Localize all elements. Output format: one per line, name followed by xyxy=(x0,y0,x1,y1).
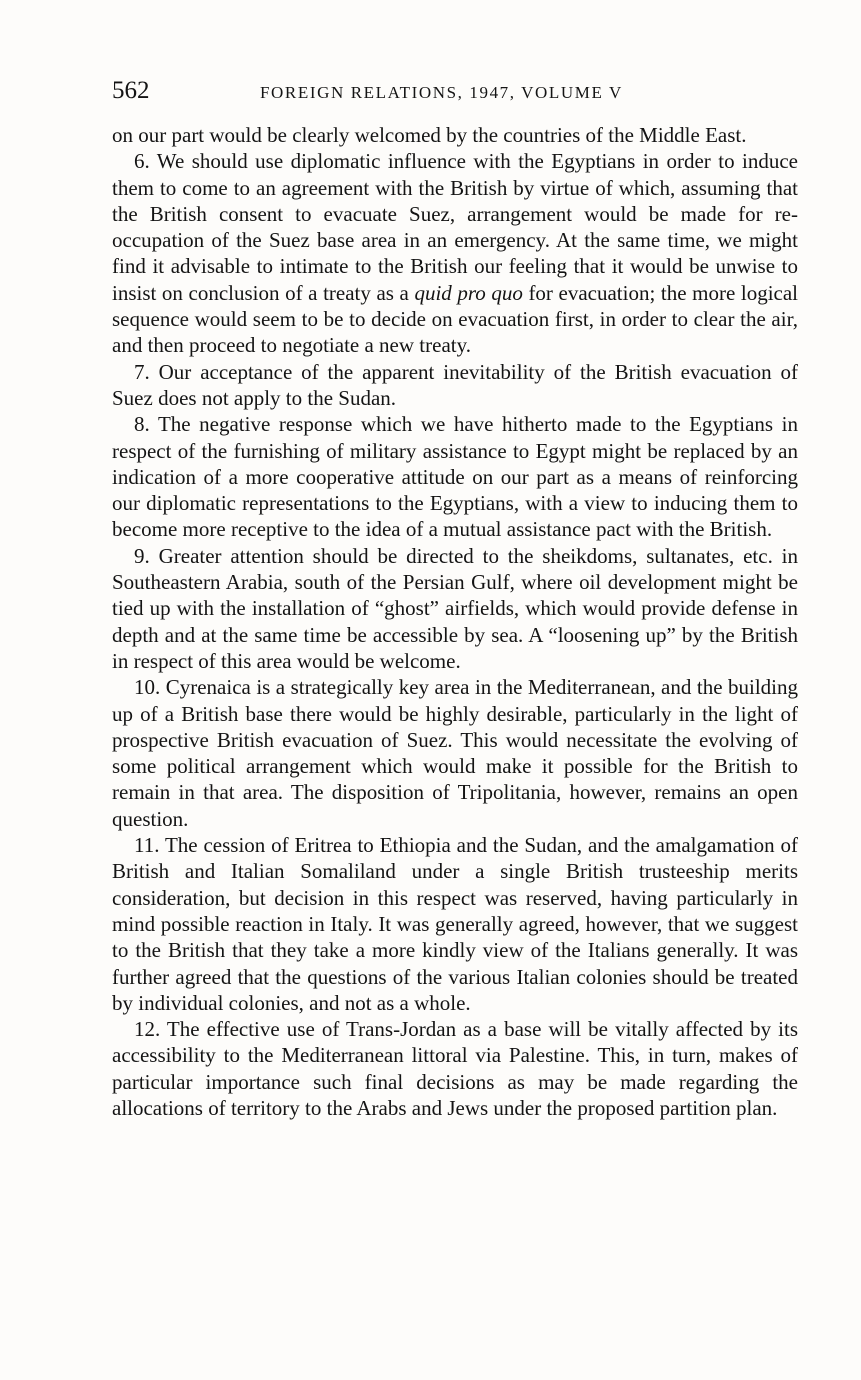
paragraph-6-text-b: for evacuation; the more logical sequence would seem to be to decide on evacuation first, in order to clear the air, and then proceed to negotiate a new treaty. xyxy=(112,280,799,358)
page-number: 562 xyxy=(112,77,150,104)
body-text xyxy=(112,122,798,1121)
page-header xyxy=(112,74,802,108)
paragraph-continuation: on our part would be clearly welcomed by the countries of the Middle East. xyxy=(112,123,747,147)
paragraph-10: 10. Cyrenaica is a strategically key area in the Mediterranean, and the building up of a British base there would be highly desirable, particularly in the light of prospective British evacuation of Suez. This would necessitate the evolving of some political arrangement which would make it possible for the British to remain in that area. The disposition of Tripolitania, however, remains an open question. xyxy=(112,675,798,831)
paragraph-6-text-a: 6. We should use diplomatic influence with the Egyptians in order to induce them to come to an agreement with the British by virtue of which, assuming that the British consent to evacuate Suez, arrangement would be made for re-occupation of the Suez base area in an emergency. At the same time, we might find it advisable to intimate to the British our feeling that it would be unwise to insist on conclusion of a treaty as a xyxy=(112,149,798,305)
paragraph-9: 9. Greater attention should be directed to the sheikdoms, sultanates, etc. in Southeastern Arabia, south of the Persian Gulf, where oil development might be tied up with the installation of “ghost” airfields, which would provide defense in depth and at the same time be accessible by sea. A “loosening up” by the British in respect of this area would be welcome. xyxy=(112,543,798,673)
running-title: FOREIGN RELATIONS, 1947, VOLUME V xyxy=(260,83,623,102)
paragraph-12: 12. The effective use of Trans-Jordan as a base will be vitally affected by its accessibility to the Mediterranean littoral via Palestine. This, in turn, makes of particular importance such final decisions as may be made regarding the allocations of territory to the Arabs and Jews under the proposed partition plan. xyxy=(112,1017,798,1120)
paragraph-7: 7. Our acceptance of the apparent inevitability of the British evacuation of Suez does not apply to the Sudan. xyxy=(112,359,798,410)
paragraph-8: 8. The negative response which we have hitherto made to the Egyptians in respect of the furnishing of military assistance to Egypt might be replaced by an indication of a more cooperative attitude on our part as a means of reinforcing our diplomatic representations to the Egyptians, with a view to inducing them to become more receptive to the idea of a mutual assistance pact with the British. xyxy=(112,412,798,542)
paragraph-6 xyxy=(112,148,798,358)
paragraph-6-italic-phrase: quid pro quo xyxy=(414,280,523,305)
paragraph-11: 11. The cession of Eritrea to Ethiopia and the Sudan, and the amalgamation of British and Italian Somaliland under a single British trusteeship merits consideration, but decision in this respect was reserved, having particularly in mind possible reaction in Italy. It was generally agreed, however, that we suggest to the British that they take a more kindly view of the Italians generally. It was further agreed that the questions of the various Italian colonies should be treated by individual colonies, and not as a whole. xyxy=(112,833,798,1015)
